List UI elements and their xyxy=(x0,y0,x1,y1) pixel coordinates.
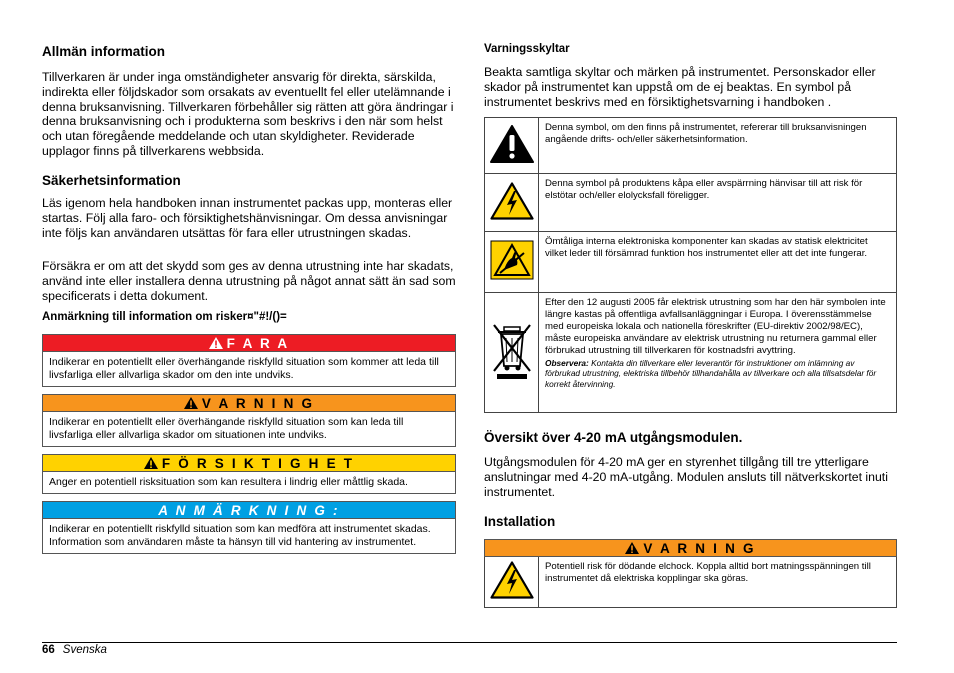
signs-heading: Varningsskyltar xyxy=(484,43,570,55)
symbols-table xyxy=(484,117,897,413)
notice-header xyxy=(42,501,456,519)
installation-heading: Installation xyxy=(484,514,556,529)
installation-warning-icon-cell xyxy=(485,557,539,607)
safety-info-heading: Säkerhetsinformation xyxy=(42,173,181,188)
footer-language: Svenska xyxy=(62,644,107,656)
page-number: 66 xyxy=(42,644,55,656)
module-text: Utgångsmodulen för 4-20 mA ger en styrenhet tillgång till tre ytterligare anslutningar med 4-20 mA-utgång. Modulen ansluts till nätverkskortet inuti instrumentet. xyxy=(484,455,888,499)
observe-text: Kontakta din tillverkare eller leverantör för instruktioner om inlämning av förbrukad utrustning, elektriska tillbehör tillhandahålla av tillverkare och alla tillsatsdelar för korrekt återvinning. xyxy=(545,358,877,389)
observe-note xyxy=(545,358,890,389)
general-info-heading: Allmän information xyxy=(42,44,166,59)
notice-text: Indikerar en potentiellt riskfylld situation som kan medföra att instrumentet skadas. Information som användaren måste ta hänsyn till vid hantering av instrumentet. xyxy=(42,519,456,554)
risk-note-heading: Anmärkning till information om risker¤"#!/()= xyxy=(42,311,287,323)
caution-label: F Ö R S I K T I G H E T xyxy=(161,455,355,471)
exclamation-triangle-icon xyxy=(490,125,534,163)
installation-warning-label: V A R N I N G xyxy=(643,540,756,556)
installation-warning-table xyxy=(484,557,897,608)
danger-label: F A R A xyxy=(226,335,290,351)
observe-label: Observera: xyxy=(545,358,589,368)
symbol-description: Denna symbol, om den finns på instrumentet, refererar till bruksanvisningen angående drifts- och/eller säkerhetsinformation. xyxy=(539,118,897,174)
installation-warning-header xyxy=(484,539,897,557)
danger-header xyxy=(42,334,456,352)
installation-warning-box xyxy=(484,539,897,608)
warning-header xyxy=(42,394,456,412)
electric-shock-icon xyxy=(490,561,534,599)
warning-box xyxy=(42,394,456,447)
symbol-description xyxy=(539,293,897,413)
symbol-row xyxy=(485,293,897,413)
symbol-icon-cell xyxy=(485,118,539,174)
notice-label: A N M Ä R K N I N G : xyxy=(158,502,340,518)
notice-box xyxy=(42,501,456,554)
installation-warning-row xyxy=(485,557,897,607)
weee-crossed-bin-icon xyxy=(491,322,533,380)
safety-info-paragraph-1: Läs igenom hela handboken innan instrumentet packas upp, monteras eller startas. Följ alla faro- och försiktighetshänvisningar. Om dessa anvisningar inte följs kan användaren utsättas för fara eller utrustningen skadas. xyxy=(42,196,453,240)
caution-text: Anger en potentiell risksituation som kan resultera i lindrig eller måttlig skada. xyxy=(42,472,456,494)
symbol-description: Ömtåliga interna elektroniska komponenter kan skadas av statisk elektricitet vilket leder till försämrad funktion hos instrumentet eller att det inte fungerar. xyxy=(539,232,897,293)
caution-header xyxy=(42,454,456,472)
symbol-icon-cell xyxy=(485,174,539,232)
weee-text: Efter den 12 augusti 2005 får elektrisk utrustning som har den här symbolen inte längre kastas på offentliga avfallsanläggningar i Europa. I överensstämmelse med europeiska lokala och nationella föreskrifter (EU-direktiv 2002/98/EC), måste europeiska användare av elektrisk utrustning nu returnera gammal eller förbrukad utrustning till tillverkaren för kostnadsfri avyttring. xyxy=(545,297,886,356)
warning-label: V A R N I N G xyxy=(201,395,315,411)
warning-triangle-icon xyxy=(144,457,158,469)
danger-box xyxy=(42,334,456,387)
caution-box xyxy=(42,454,456,494)
symbol-row xyxy=(485,232,897,293)
symbol-icon-cell xyxy=(485,232,539,293)
esd-icon xyxy=(490,240,534,280)
warning-text: Indikerar en potentiellt eller överhängande riskfylld situation som kan leda till livsfarliga eller allvarliga skador om situationen inte undviks. xyxy=(42,412,456,447)
symbol-row xyxy=(485,174,897,232)
electric-shock-icon xyxy=(490,182,534,220)
safety-info-paragraph-2: Försäkra er om att det skydd som ges av denna utrustning inte har skadats, använd inte eller installera denna utrustning på något annat sätt än sad som specificerats i detta dokument. xyxy=(42,259,456,303)
installation-warning-text: Potentiell risk för dödande elchock. Koppla alltid bort matningsspänningen till instrumentet då elektriska kopplingar ska göras. xyxy=(539,557,897,607)
warning-triangle-icon xyxy=(209,337,223,349)
general-info-text: Tillverkaren är under inga omständigheter ansvarig för direkta, särskilda, indirekta eller följdskador som orsakats av eventuellt fel eller utelämnande i denna bruksanvisning. Tillverkaren förbehåller sig rätten att göra ändringar i denna bruksanvisning och i produkterna som beskrivs i den när som helst och utan föregående meddelande och utan skyldigheter. Reviderade upplagor finns på tillverkarens webbsida. xyxy=(42,70,454,158)
module-heading: Översikt över 4-20 mA utgångsmodulen. xyxy=(484,430,743,445)
warning-triangle-icon xyxy=(625,542,639,554)
danger-text: Indikerar en potentiellt eller överhängande riskfylld situation som kommer att leda till livsfarliga eller allvarliga skador om den inte undviks. xyxy=(42,352,456,387)
symbol-description: Denna symbol på produktens kåpa eller avspärrning hänvisar till att risk för elstötar och/eller elolycksfall föreligger. xyxy=(539,174,897,232)
footer-divider xyxy=(42,642,897,643)
symbol-row xyxy=(485,118,897,174)
symbol-icon-cell xyxy=(485,293,539,413)
signs-text: Beakta samtliga skyltar och märken på instrumentet. Personskador eller skador på instrumentet kan uppstå om de ej beaktas. En symbol på instrumentet beskrivs med en försiktighetsvarning i handboken . xyxy=(484,65,876,109)
page-footer xyxy=(42,644,107,656)
warning-triangle-icon xyxy=(184,397,198,409)
